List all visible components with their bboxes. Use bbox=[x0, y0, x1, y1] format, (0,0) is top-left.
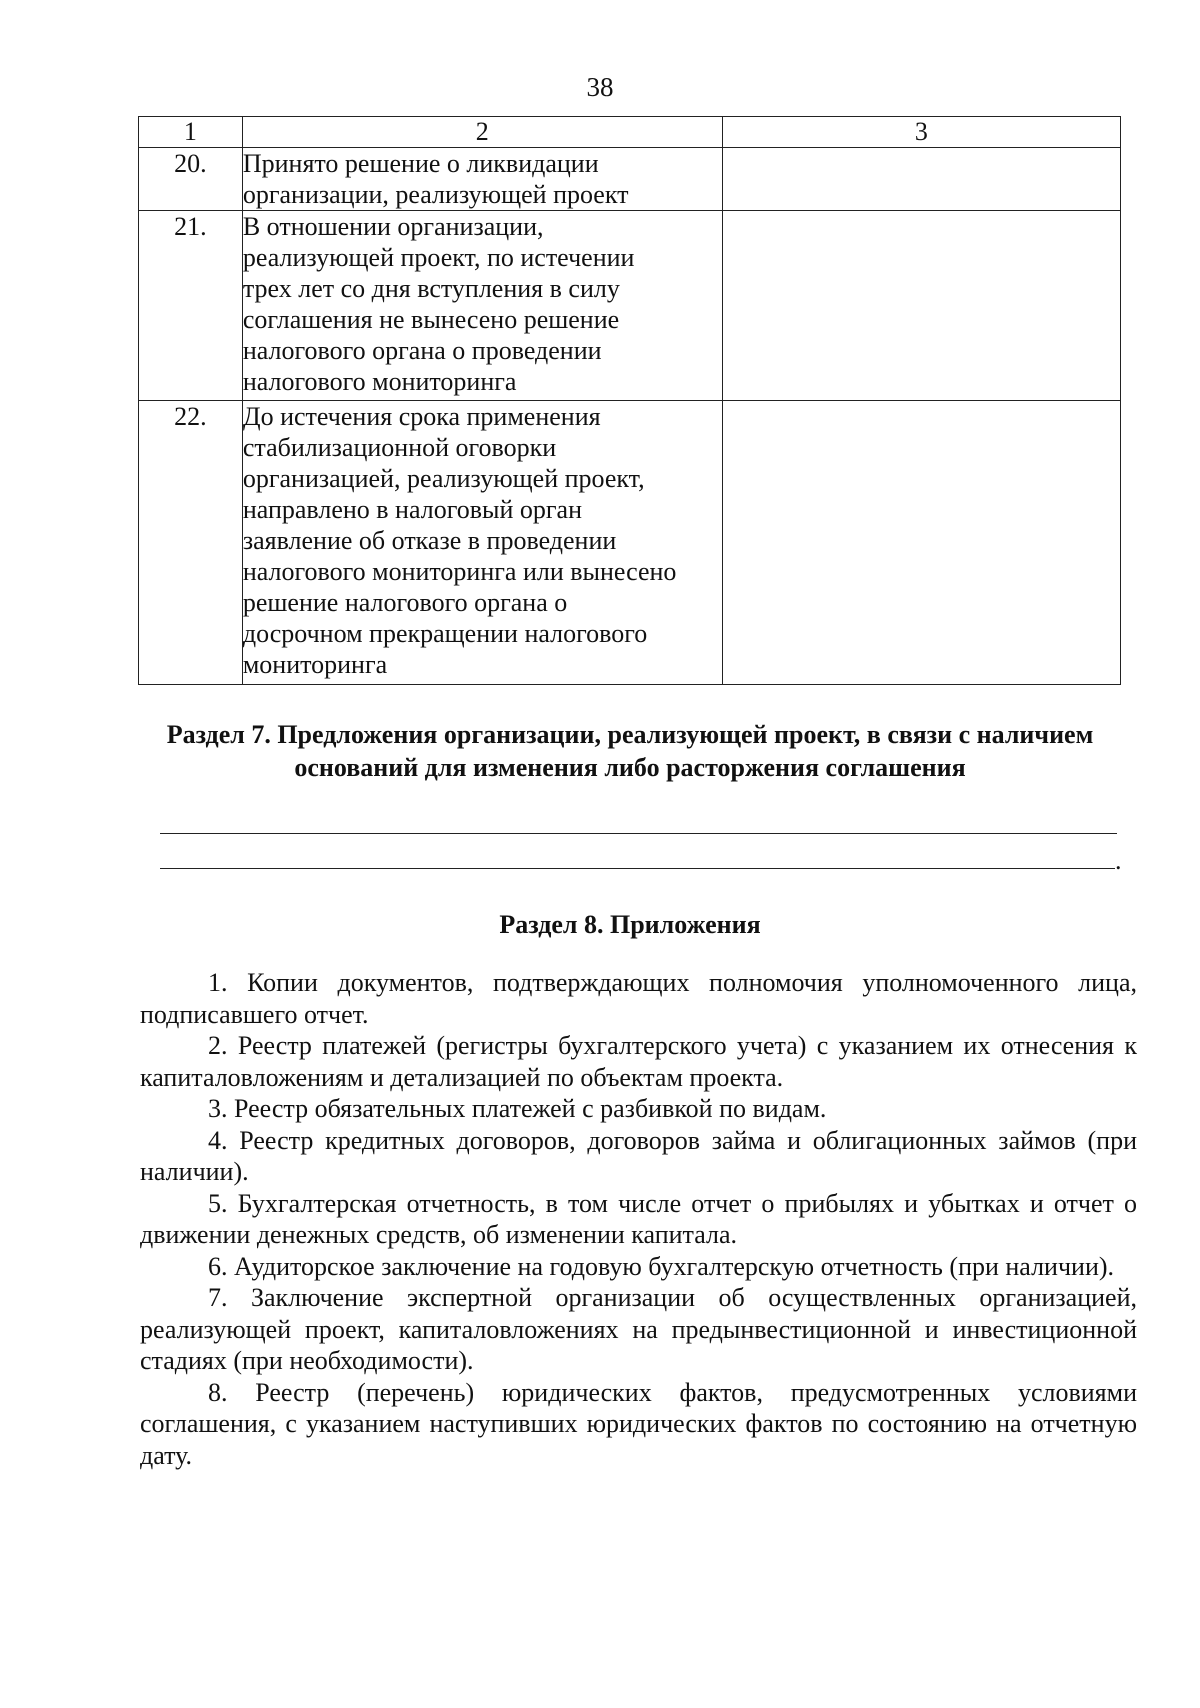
row-text-line: До истечения срока применения bbox=[242, 402, 601, 431]
row-description bbox=[242, 211, 722, 401]
row-text-line: организации, реализующей проект bbox=[242, 180, 629, 209]
section8-title: Раздел 8. Приложения bbox=[499, 910, 761, 939]
row-text-line: налогового мониторинга или вынесено bbox=[242, 557, 677, 586]
blank-end-mark: . bbox=[1115, 846, 1122, 875]
section7-title-line: Раздел 7. Предложения организации, реализующей проект, в связи с наличием bbox=[166, 720, 1094, 749]
blank-fill-line bbox=[160, 833, 1117, 834]
column-header-1: 1 bbox=[139, 117, 243, 148]
list-item: 5. Бухгалтерская отчетность, в том числе отчет о прибылях и убытках и отчет о движении денежных средств, об изменении капитала. bbox=[140, 1188, 1137, 1249]
row-text-line: досрочном прекращении налогового bbox=[242, 619, 648, 648]
row-value-cell bbox=[722, 401, 1120, 685]
list-item: 7. Заключение экспертной организации об осуществленных организацией, реализующей проект, капиталовложениях на предынвестиционной и инвестиционной стадиях (при необходимости). bbox=[140, 1283, 1137, 1375]
row-text-line: реализующей проект, по истечении bbox=[242, 243, 635, 272]
table-row bbox=[139, 211, 1121, 401]
column-header-3: 3 bbox=[722, 117, 1120, 148]
row-text-line: налогового органа о проведении bbox=[242, 336, 602, 365]
row-text-line: В отношении организации, bbox=[242, 212, 544, 241]
list-item: 2. Реестр платежей (регистры бухгалтерского учета) с указанием их отнесения к капиталовложениям и детализацией по объектам проекта. bbox=[140, 1031, 1137, 1092]
list-item: 1. Копии документов, подтверждающих полномочия уполномоченного лица, подписавшего отчет. bbox=[140, 968, 1137, 1029]
row-text-line: трех лет со дня вступления в силу bbox=[242, 274, 620, 303]
appendix-list bbox=[140, 967, 1137, 1471]
row-value-cell bbox=[722, 148, 1120, 211]
row-text-line: стабилизационной оговорки bbox=[242, 433, 557, 462]
row-text-line: организацией, реализующей проект, bbox=[242, 464, 645, 493]
section7-title bbox=[130, 718, 1130, 784]
row-number: 21. bbox=[139, 211, 243, 401]
row-number: 22. bbox=[139, 401, 243, 685]
list-item: 6. Аудиторское заключение на годовую бухгалтерскую отчетность (при наличии). bbox=[208, 1251, 1115, 1281]
table-header-row bbox=[139, 117, 1121, 148]
table-row bbox=[139, 148, 1121, 211]
row-text-line: направлено в налоговый орган bbox=[242, 495, 582, 524]
column-header-2: 2 bbox=[242, 117, 722, 148]
row-text-line: заявление об отказе в проведении bbox=[242, 526, 617, 555]
row-description bbox=[242, 148, 722, 211]
table-row bbox=[139, 401, 1121, 685]
row-value-cell bbox=[722, 211, 1120, 401]
row-text-line: мониторинга bbox=[242, 650, 388, 679]
blank-fill-line bbox=[160, 868, 1115, 869]
page-number: 38 bbox=[586, 72, 614, 102]
row-text-line: налогового мониторинга bbox=[242, 367, 517, 396]
report-table bbox=[138, 116, 1121, 685]
list-item: 3. Реестр обязательных платежей с разбивкой по видам. bbox=[208, 1094, 827, 1123]
row-text-line: решение налогового органа о bbox=[242, 588, 568, 617]
row-number: 20. bbox=[139, 148, 243, 211]
list-item: 4. Реестр кредитных договоров, договоров займа и облигационных займов (при наличии). bbox=[140, 1125, 1137, 1186]
list-item: 8. Реестр (перечень) юридических фактов, предусмотренных условиями соглашения, с указанием наступивших юридических фактов по состоянию на отчетную дату. bbox=[140, 1377, 1137, 1470]
row-text-line: соглашения не вынесено решение bbox=[242, 305, 620, 334]
section7-title-line: оснований для изменения либо расторжения соглашения bbox=[294, 753, 966, 782]
row-text-line: Принято решение о ликвидации bbox=[242, 149, 599, 178]
row-description bbox=[242, 401, 722, 685]
